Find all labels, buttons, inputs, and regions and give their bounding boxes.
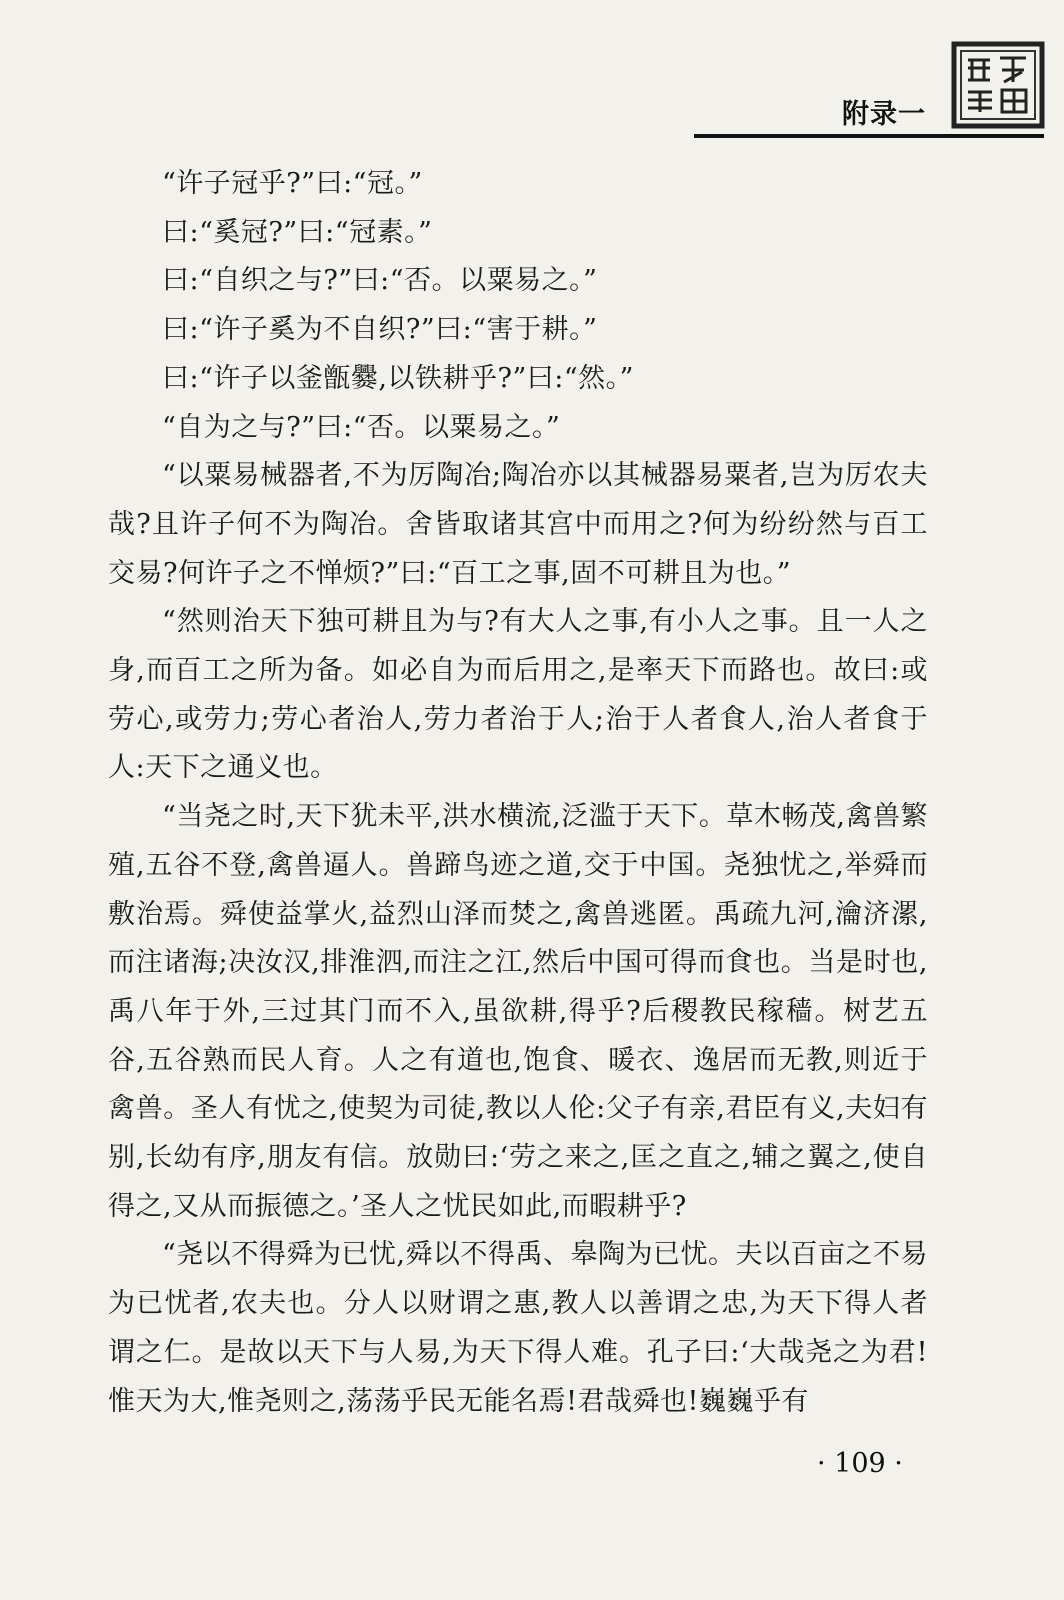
page-number: · 109 · — [817, 1448, 903, 1479]
main-text — [108, 160, 928, 1426]
dialogue-line: 曰:“许子以釜甑爨,以铁耕乎?”曰:“然。” — [162, 362, 634, 394]
dialogue-line: 曰:“许子奚为不自织?”曰:“害于耕。” — [162, 314, 598, 346]
dialogue-line: 曰:“自织之与?”曰:“否。以粟易之。” — [162, 265, 598, 297]
seal-stamp-icon — [950, 40, 1046, 130]
dialogue-line: “许子冠乎?”曰:“冠。” — [162, 168, 423, 199]
header-divider — [694, 134, 1044, 138]
paragraph: “尧以不得舜为已忧,舜以不得禹、皋陶为已忧。夫以百亩之不易为已忧者,农夫也。分人以财谓之惠,教人以善谓之忠,为天下得人者谓之仁。是故以天下与人易,为天下得人难。孔子曰:‘大哉尧之为君!惟天为大,惟尧则之,荡荡乎民无能名焉!君哉舜也!巍巍乎有 — [108, 1239, 928, 1417]
dialogue-line: “自为之与?”曰:“否。以粟易之。” — [162, 411, 561, 443]
section-title: 附录一 — [842, 99, 926, 130]
paragraph: “然则治天下独可耕且为与?有大人之事,有小人之事。且一人之身,而百工之所为备。如必自为而后用之,是率天下而路也。故曰:或劳心,或劳力;劳心者治人,劳力者治于人;治于人者食人,治人者食于人:天下之通义也。 — [108, 606, 928, 784]
paragraph: “以粟易械器者,不为厉陶冶;陶冶亦以其械器易粟者,岂为厉农夫哉?且许子何不为陶冶。舍皆取诸其宫中而用之?何为纷纷然与百工交易?何许子之不惮烦?”曰:“百工之事,固不可耕且为也。” — [108, 460, 928, 589]
paragraph: “当尧之时,天下犹未平,洪水横流,泛滥于天下。草木畅茂,禽兽繁殖,五谷不登,禽兽逼人。兽蹄鸟迹之道,交于中国。尧独忧之,举舜而敷治焉。舜使益掌火,益烈山泽而焚之,禽兽逃匿。禹疏九河,瀹济漯,而注诸海;决汝汉,排淮泗,而注之江,然后中国可得而食也。当是时也,禹八年于外,三过其门而不入,虽欲耕,得乎?后稷教民稼穑。树艺五谷,五谷熟而民人育。人之有道也,饱食、暖衣、逸居而无教,则近于禽兽。圣人有忧之,使契为司徒,教以人伦:父子有亲,君臣有义,夫妇有别,长幼有序,朋友有信。放勋曰:‘劳之来之,匡之直之,辅之翼之,使自得之,又从而振德之。’圣人之忧民如此,而暇耕乎? — [108, 801, 928, 1222]
dialogue-line: 曰:“奚冠?”曰:“冠素。” — [162, 216, 433, 248]
